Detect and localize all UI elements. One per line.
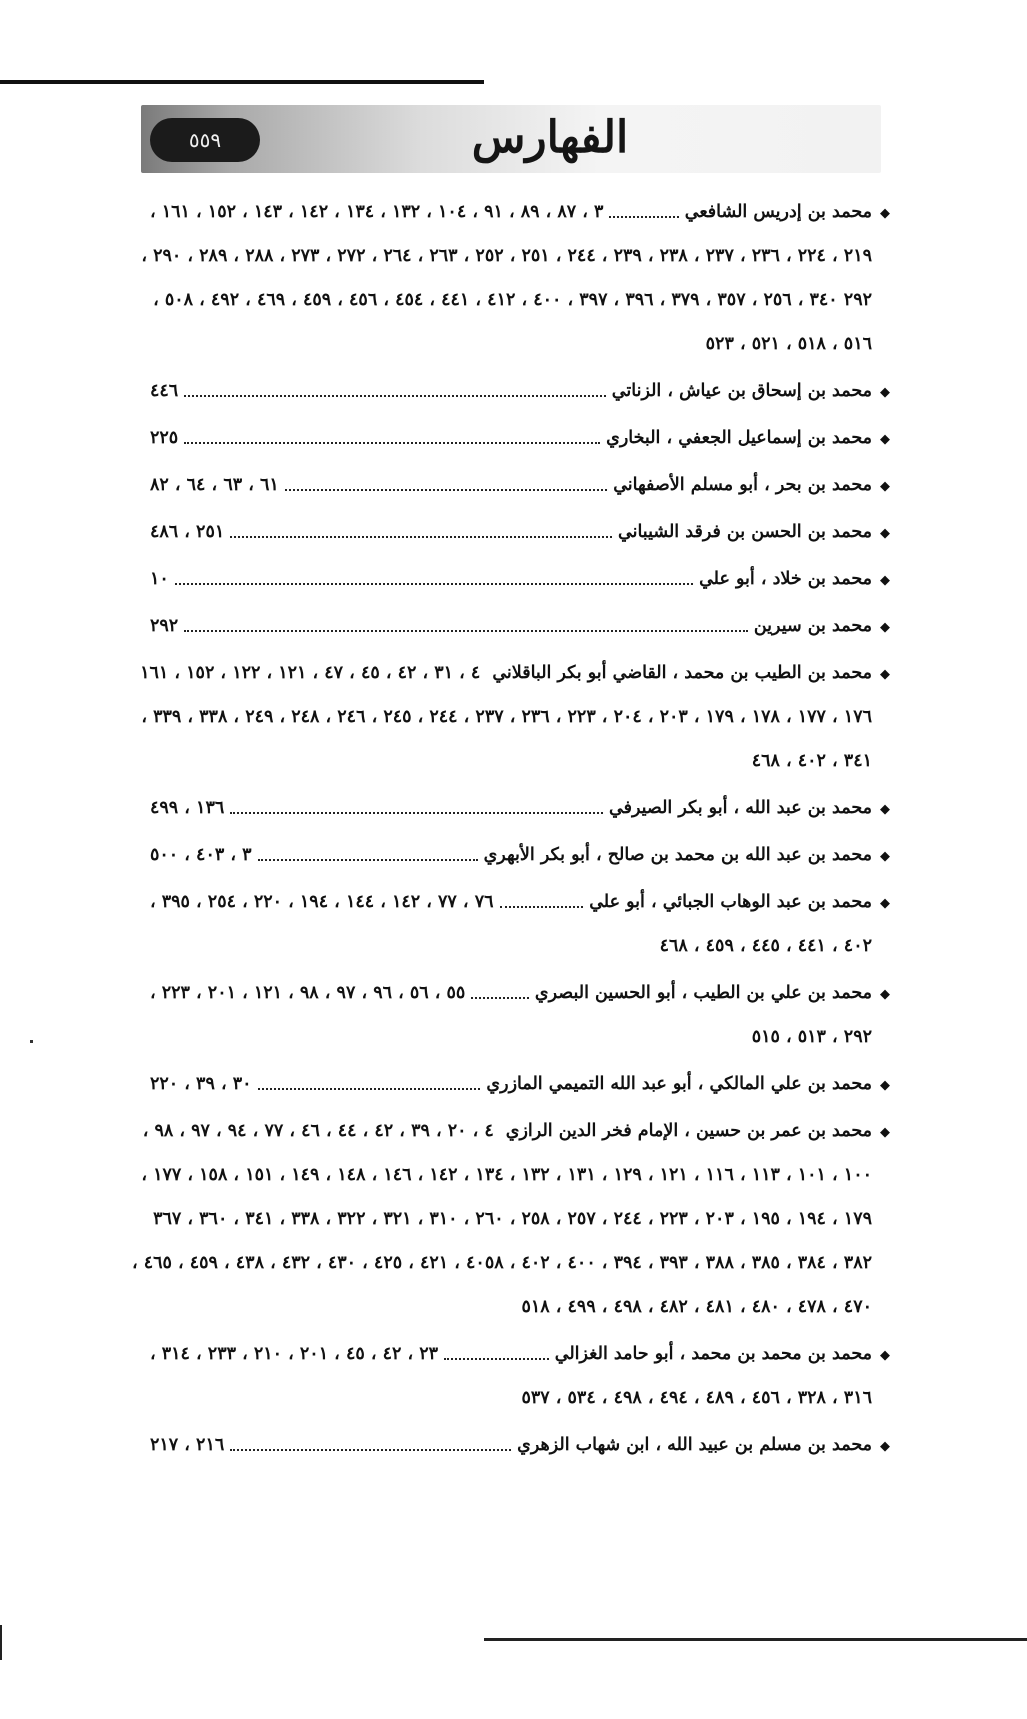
scan-speck (30, 1040, 33, 1043)
bullet-diamond-icon: ◆ (880, 987, 890, 1002)
bullet-diamond-icon: ◆ (880, 385, 890, 400)
page-title: الفهارس (471, 112, 629, 163)
entry-line (150, 198, 890, 226)
dot-leader (500, 896, 584, 908)
entry-pages-continuation: ٢٩٢ ٣٤٠ ، ٢٥٦ ، ٣٥٧ ، ٣٧٩ ، ٣٩٦ ، ٣٩٧ ، ٤٠٠ ، ٤١٢ ، ٤٤١ ، ٤٥٤ ، ٤٥٦ ، ٤٥٩ ، ٤٦٩ ، ٤٩٢ ، ٥٠٨ ، (153, 290, 872, 310)
entry-pages: ٢٥١ ، ٤٨٦ (150, 522, 225, 542)
dot-leader (184, 620, 748, 632)
entry-pages-continuation: ١٧٦ ، ١٧٧ ، ١٧٨ ، ١٧٩ ، ٢٠٣ ، ٢٠٤ ، ٢٢٣ ، ٢٣٦ ، ٢٣٧ ، ٢٤٤ ، ٢٤٥ ، ٢٤٦ ، ٢٤٨ ، ٢٤٩ ، ٣٣٨ ، ٣٣٩ ، (141, 707, 872, 727)
bullet-diamond-icon: ◆ (880, 526, 890, 541)
entry-line (150, 471, 890, 499)
bullet-diamond-icon: ◆ (880, 206, 890, 221)
entry-name: محمد بن الطيب بن محمد ، القاضي أبو بكر الباقلاني (492, 663, 872, 683)
entry-name: محمد بن إسماعيل الجعفي ، البخاري (606, 428, 872, 448)
dot-leader (258, 849, 478, 861)
dot-leader (184, 432, 600, 444)
entry-name: محمد بن علي بن الطيب ، أبو الحسين البصري (534, 983, 872, 1003)
entry-name: محمد بن عمر بن حسين ، الإمام فخر الدين الرازي (505, 1121, 872, 1141)
index-entry (150, 612, 890, 640)
bullet-diamond-icon: ◆ (880, 667, 890, 682)
index-entry (150, 1431, 890, 1459)
dot-leader (444, 1348, 549, 1360)
entry-line (150, 518, 890, 546)
entry-name: محمد بن مسلم بن عبيد الله ، ابن شهاب الزهري (517, 1435, 872, 1455)
entry-line (150, 979, 890, 1007)
entry-name: محمد بن إدريس الشافعي (684, 202, 872, 222)
entry-line (150, 1070, 890, 1098)
entry-pages: ٥٥ ، ٥٦ ، ٩٦ ، ٩٧ ، ٩٨ ، ١٢١ ، ٢٠١ ، ٢٢٣ ، (150, 983, 466, 1003)
dot-leader (609, 206, 678, 218)
dot-leader (230, 526, 612, 538)
entry-line (150, 1340, 890, 1368)
entry-pages: ٣٠ ، ٣٩ ، ٢٢٠ (150, 1074, 252, 1094)
entry-line (150, 424, 890, 452)
entry-pages-continuation: ٣١٦ ، ٣٢٨ ، ٤٥٦ ، ٤٨٩ ، ٤٩٤ ، ٤٩٨ ، ٥٣٤ ، ٥٣٧ (521, 1388, 872, 1408)
entry-name: محمد بن عبد الله ، أبو بكر الصيرفي (609, 798, 872, 818)
entry-name: محمد بن خلاد ، أبو علي (699, 569, 872, 589)
entry-name: محمد بن الحسن بن فرقد الشيباني (618, 522, 872, 542)
entry-pages: ٢١٦ ، ٢١٧ (150, 1435, 225, 1455)
entry-pages-continuation: ١٧٩ ، ١٩٤ ، ١٩٥ ، ٢٠٣ ، ٢٢٣ ، ٢٤٤ ، ٢٥٧ ، ٢٥٨ ، ٢٦٠ ، ٣١٠ ، ٣٢١ ، ٣٢٢ ، ٣٣٨ ، ٣٤١ ، ٣٦٠ ، ٣٦٧ (153, 1209, 872, 1229)
top-rule (0, 80, 484, 84)
entry-pages-continuation: ٣٨٢ ، ٣٨٤ ، ٣٨٥ ، ٣٨٨ ، ٣٩٣ ، ٣٩٤ ، ٤٠٠ ، ٤٠٢ ، ٤٠٥٨ ، ٤٢١ ، ٤٢٥ ، ٤٣٠ ، ٤٣٢ ، ٤٣٨ ، ٤٥٩ ، ٤٦٥ ، (131, 1253, 872, 1273)
bullet-diamond-icon: ◆ (880, 1348, 890, 1363)
entry-name: محمد بن محمد بن محمد ، أبو حامد الغزالي (554, 1344, 872, 1364)
entry-line (150, 612, 890, 640)
entry-line (140, 659, 890, 687)
entry-name: محمد بن سيرين (753, 616, 872, 636)
page-number-badge: ٥٥٩ (150, 118, 260, 162)
entry-pages: ٢٩٢ (150, 616, 179, 636)
entry-pages: ٧٦ ، ٧٧ ، ١٤٢ ، ١٤٤ ، ١٩٤ ، ٢٢٠ ، ٢٥٤ ، ٣٩٥ ، (150, 892, 494, 912)
entry-name: محمد بن علي المالكي ، أبو عبد الله التميمي المازري (486, 1074, 872, 1094)
entry-name: محمد بن عبد الله بن محمد بن صالح ، أبو بكر الأبهري (483, 845, 872, 865)
entry-line (150, 888, 890, 916)
entry-pages: ٣ ، ٤٠٣ ، ٥٠٠ (150, 845, 252, 865)
entry-pages-continuation: ٢٩٢ ، ٥١٣ ، ٥١٥ (751, 1027, 872, 1047)
entry-pages-continuation: ٥١٦ ، ٥١٨ ، ٥٢١ ، ٥٢٣ (705, 334, 872, 354)
entry-line (150, 377, 890, 405)
index-entry (141, 198, 890, 358)
index-entry (131, 1117, 890, 1321)
index-entry (150, 888, 890, 960)
bullet-diamond-icon: ◆ (880, 849, 890, 864)
bullet-diamond-icon: ◆ (880, 620, 890, 635)
entry-line (150, 841, 890, 869)
entry-pages: ٤ ، ٢٠ ، ٣٩ ، ٤٢ ، ٤٤ ، ٤٦ ، ٧٧ ، ٩٤ ، ٩٧ ، ٩٨ ، (142, 1121, 494, 1141)
dot-leader (184, 385, 606, 397)
dot-leader (258, 1078, 481, 1090)
entry-pages: ٢٣ ، ٤٢ ، ٤٥ ، ٢٠١ ، ٢١٠ ، ٢٣٣ ، ٣١٤ ، (150, 1344, 439, 1364)
index-entry (150, 1340, 890, 1412)
entry-pages: ١٣٦ ، ٤٩٩ (150, 798, 225, 818)
index-entry (150, 471, 890, 499)
dot-leader (230, 1439, 511, 1451)
bullet-diamond-icon: ◆ (880, 573, 890, 588)
dot-leader (230, 802, 603, 814)
index-entry (150, 424, 890, 452)
entry-pages-continuation: ٣٤١ ، ٤٠٢ ، ٤٦٨ (751, 751, 872, 771)
bullet-diamond-icon: ◆ (880, 1078, 890, 1093)
entry-line (150, 1431, 890, 1459)
index-entry (150, 565, 890, 593)
dot-leader (471, 987, 529, 999)
entry-pages-continuation: ١٠٠ ، ١٠١ ، ١١٣ ، ١١٦ ، ١٢١ ، ١٢٩ ، ١٣١ ، ١٣٢ ، ١٣٤ ، ١٤٢ ، ١٤٦ ، ١٤٨ ، ١٤٩ ، ١٥١ ، ١٥٨ ، ١٧٧ ، (141, 1165, 872, 1185)
entry-line (150, 565, 890, 593)
bottom-rule (484, 1638, 1027, 1641)
entry-line (150, 794, 890, 822)
index-entry (150, 794, 890, 822)
dot-leader (285, 479, 607, 491)
bullet-diamond-icon: ◆ (880, 1439, 890, 1454)
bullet-diamond-icon: ◆ (880, 802, 890, 817)
bullet-diamond-icon: ◆ (880, 432, 890, 447)
dot-leader (175, 573, 693, 585)
index-entry (150, 518, 890, 546)
bullet-diamond-icon: ◆ (880, 896, 890, 911)
entry-pages: ٦١ ، ٦٣ ، ٦٤ ، ٨٢ (150, 475, 279, 495)
entry-pages: ١٠ (150, 569, 169, 589)
entry-line (142, 1117, 890, 1145)
bullet-diamond-icon: ◆ (880, 1125, 890, 1140)
entry-pages-continuation: ٤٠٢ ، ٤٤١ ، ٤٤٥ ، ٤٥٩ ، ٤٦٨ (659, 936, 872, 956)
index-entry (140, 659, 890, 775)
entry-pages-continuation: ٢١٩ ، ٢٢٤ ، ٢٣٦ ، ٢٣٧ ، ٢٣٨ ، ٢٣٩ ، ٢٤٤ ، ٢٥١ ، ٢٥٢ ، ٢٦٣ ، ٢٦٤ ، ٢٧٢ ، ٢٧٣ ، ٢٨٨ ، ٢٨٩ ، ٢٩٠ ، (141, 246, 872, 266)
index-entries (131, 198, 890, 1478)
entry-pages: ٤٤٦ (150, 381, 179, 401)
index-entry (150, 1070, 890, 1098)
entry-name: محمد بن عبد الوهاب الجبائي ، أبو علي (589, 892, 872, 912)
entry-name: محمد بن بحر ، أبو مسلم الأصفهاني (613, 475, 872, 495)
margin-tick (0, 1625, 2, 1660)
entry-pages: ٣ ، ٨٧ ، ٨٩ ، ٩١ ، ١٠٤ ، ١٣٢ ، ١٣٤ ، ١٤٢ ، ١٤٣ ، ١٥٢ ، ١٦١ ، (150, 202, 604, 222)
bullet-diamond-icon: ◆ (880, 479, 890, 494)
entry-pages: ٤ ، ٣١ ، ٤٢ ، ٤٥ ، ٤٧ ، ١٢١ ، ١٢٢ ، ١٥٢ ، ١٦١ (140, 663, 481, 683)
index-entry (150, 841, 890, 869)
index-entry (150, 979, 890, 1051)
entry-pages-continuation: ٤٧٠ ، ٤٧٨ ، ٤٨٠ ، ٤٨١ ، ٤٨٢ ، ٤٩٨ ، ٤٩٩ ، ٥١٨ (521, 1297, 872, 1317)
entry-pages: ٢٢٥ (150, 428, 179, 448)
entry-name: محمد بن إسحاق بن عياش ، الزناتي (611, 381, 872, 401)
index-entry (150, 377, 890, 405)
